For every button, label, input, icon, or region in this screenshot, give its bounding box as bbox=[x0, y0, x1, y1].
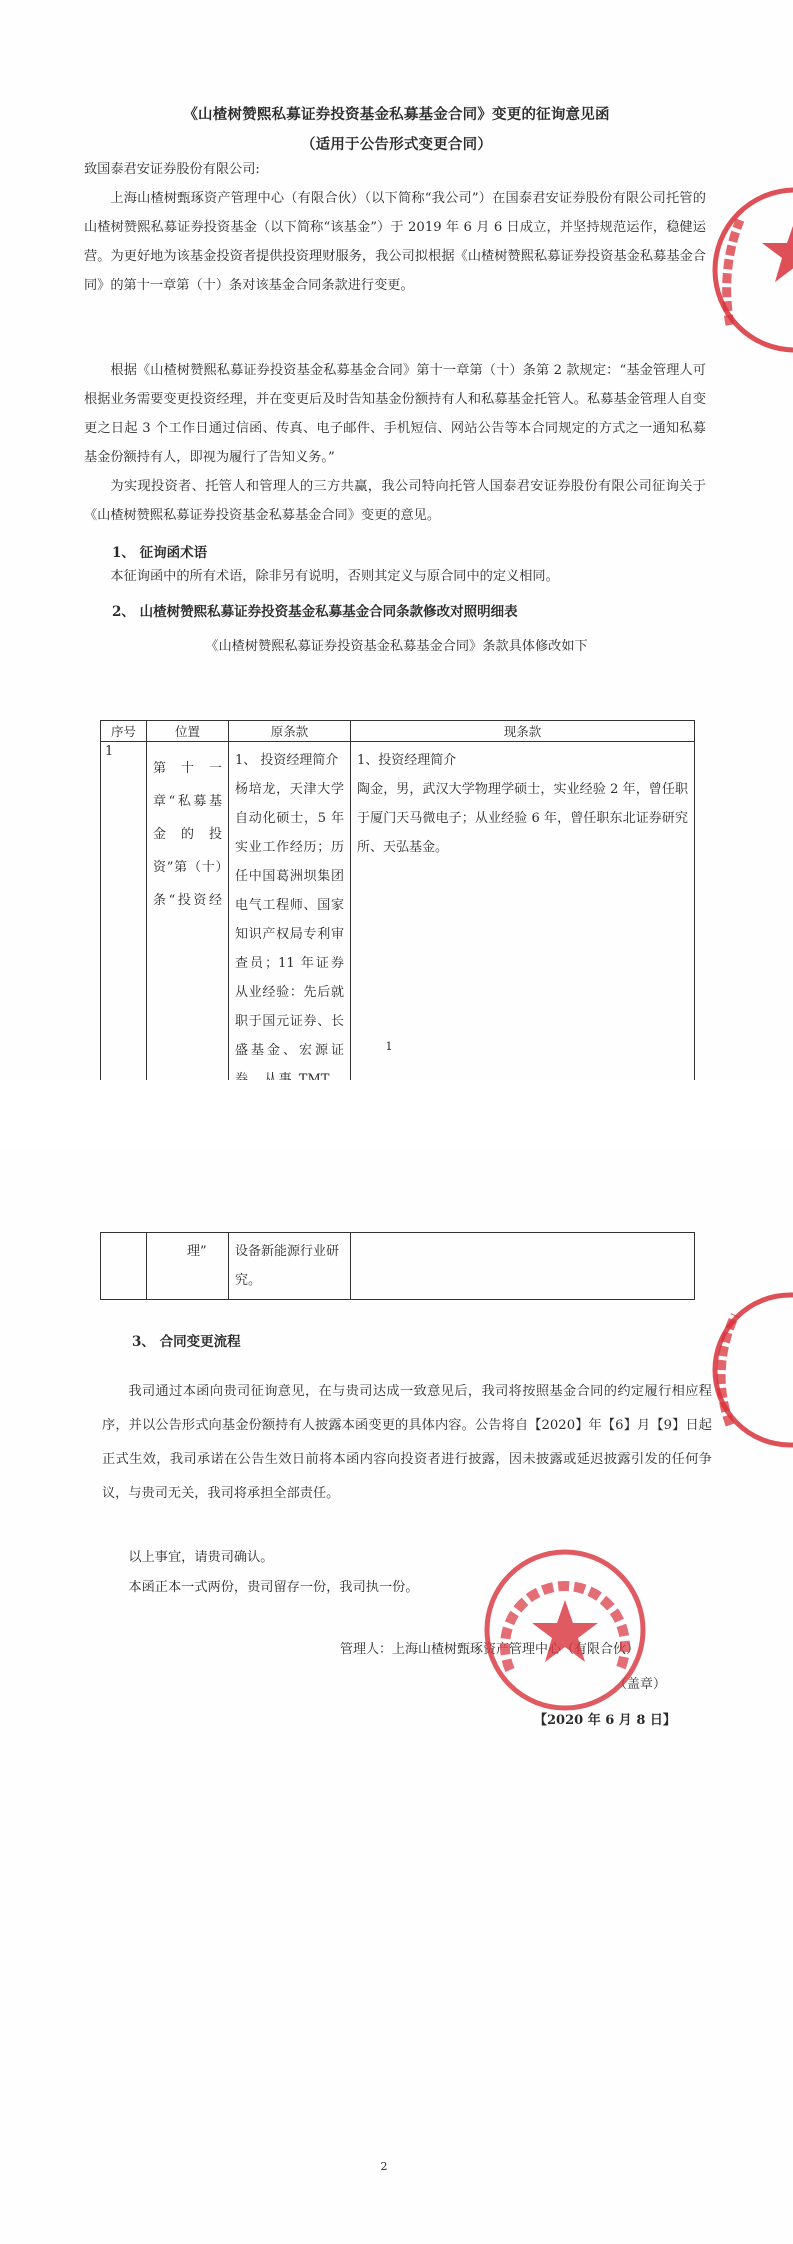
document-subtitle: （适用于公告形式变更合同） bbox=[300, 136, 493, 153]
page-1 bbox=[0, 0, 793, 1080]
cell-seq-cont bbox=[101, 1233, 147, 1300]
company-seal-icon bbox=[700, 175, 793, 365]
page-gap bbox=[0, 1080, 793, 1150]
basis-paragraph: 根据《山楂树赞熙私募证券投资基金私募基金合同》第十一章第（十）条第 2 款规定：“基金管理人可根据业务需要变更投资经理，并在变更后及时告知基金份额持有人和私募基金托管人。私募基金管理人自变更之日起 3 个工作日通过信函、传真、电子邮件、手机短信、网站公告等本合同规定的方式之一通知私募基金份额持有人，即视为履行了告知义务。” bbox=[84, 363, 706, 465]
document-title: 《山楂树赞熙私募证券投资基金私募基金合同》变更的征询意见函 bbox=[183, 106, 610, 123]
cell-position bbox=[147, 742, 229, 1128]
cell-seq bbox=[101, 742, 147, 1128]
official-seal-icon bbox=[480, 1545, 650, 1715]
cell-current bbox=[351, 742, 695, 1128]
cell-current-cont bbox=[351, 1233, 695, 1300]
table-header-row bbox=[101, 721, 695, 742]
intro-paragraph: 上海山楂树甄琢资产管理中心（有限合伙）（以下简称“我公司”）在国泰君安证券股份有限公司托管的山楂树赞熙私募证券投资基金（以下简称“该基金”）于 2019 年 6 月 6 日成立，并坚持规范运作，稳健运营。为更好地为该基金投资者提供投资理财服务，我公司拟根据《山楂树赞熙私募证券投资基金私募基金合同》的第十一章第（十）条对该基金合同条款进行变更。 bbox=[84, 191, 706, 293]
header-position: 位置 bbox=[147, 721, 229, 742]
page-number-2: 2 bbox=[380, 2160, 388, 2173]
cell-original bbox=[229, 742, 351, 1128]
company-seal-icon-cut bbox=[690, 1285, 793, 1455]
section-1-heading: 1、 征询函术语 bbox=[112, 545, 208, 561]
date-line: 【2020 年 6 月 8 日】 bbox=[534, 1713, 676, 1728]
seal-line: （盖章） bbox=[614, 1677, 667, 1692]
salutation: 致国泰君安证券股份有限公司: bbox=[84, 162, 260, 177]
page-number-1: 1 bbox=[385, 1040, 393, 1053]
manager-signature-line: 管理人：上海山楂树甄琢资产管理中心（有限合伙） bbox=[340, 1642, 640, 1657]
clause-table-part-2 bbox=[100, 1232, 695, 1300]
confirm-paragraph: 以上事宜，请贵司确认。 bbox=[128, 1550, 274, 1565]
header-current: 现条款 bbox=[351, 721, 695, 742]
section-1-paragraph: 本征询函中的所有术语，除非另有说明，否则其定义与原合同中的定义相同。 bbox=[110, 569, 559, 584]
page-2 bbox=[0, 1150, 793, 2244]
purpose-paragraph: 为实现投资者、托管人和管理人的三方共赢，我公司特向托管人国泰君安证券股份有限公司征询关于《山楂树赞熙私募证券投资基金私募基金合同》变更的意见。 bbox=[84, 479, 706, 523]
table-row-continued bbox=[101, 1233, 695, 1300]
seq-value: 1 bbox=[105, 744, 114, 759]
copies-paragraph: 本函正本一式两份，贵司留存一份，我司执一份。 bbox=[128, 1580, 419, 1595]
section-2-heading: 2、 山楂树赞熙私募证券投资基金私募基金合同条款修改对照明细表 bbox=[112, 604, 518, 620]
table-caption: 《山楂树赞熙私募证券投资基金私募基金合同》条款具体修改如下 bbox=[205, 639, 588, 654]
position-text: 第十一章“私募基金的投资”第（十）条“投资经 bbox=[153, 761, 222, 908]
cell-position-cont bbox=[147, 1233, 229, 1300]
section-3-heading: 3、 合同变更流程 bbox=[132, 1334, 241, 1350]
section-3-paragraph: 我司通过本函向贵司征询意见，在与贵司达成一致意见后，我司将按照基金合同的约定履行相应程序，并以公告形式向基金份额持有人披露本函变更的具体内容。公告将自【2020】年【6】月【9】日起正式生效，我司承诺在公告生效日前将本函内容向投资者进行披露，因未披露或延迟披露引发的任何争议，与贵司无关，我司将承担全部责任。 bbox=[102, 1384, 712, 1501]
header-original: 原条款 bbox=[229, 721, 351, 742]
header-seq: 序号 bbox=[101, 721, 147, 742]
cell-original-cont bbox=[229, 1233, 351, 1300]
current-clause-text: 1、投资经理简介 陶金，男，武汉大学物理学硕士，实业经验 2 年，曾任职于厦门天马微电子；从业经验 6 年，曾任职东北证券研究所、天弘基金。 bbox=[357, 753, 688, 855]
position-text-cont: 理” bbox=[187, 1244, 207, 1259]
original-clause-text: 1、 投资经理简介 杨培龙，天津大学自动化硕士，5 年实业工作经历；历任中国葛洲坝集团电气工程师、国家知识产权局专利审查员；11 年证券从业经验：先后就职于国元证券、长盛基金、宏源证 bbox=[235, 753, 344, 1058]
clause-table-part-1 bbox=[100, 720, 695, 1128]
original-clause-text-cont: 设备新能源行业研究。 bbox=[235, 1244, 340, 1288]
table-row bbox=[101, 742, 695, 1128]
